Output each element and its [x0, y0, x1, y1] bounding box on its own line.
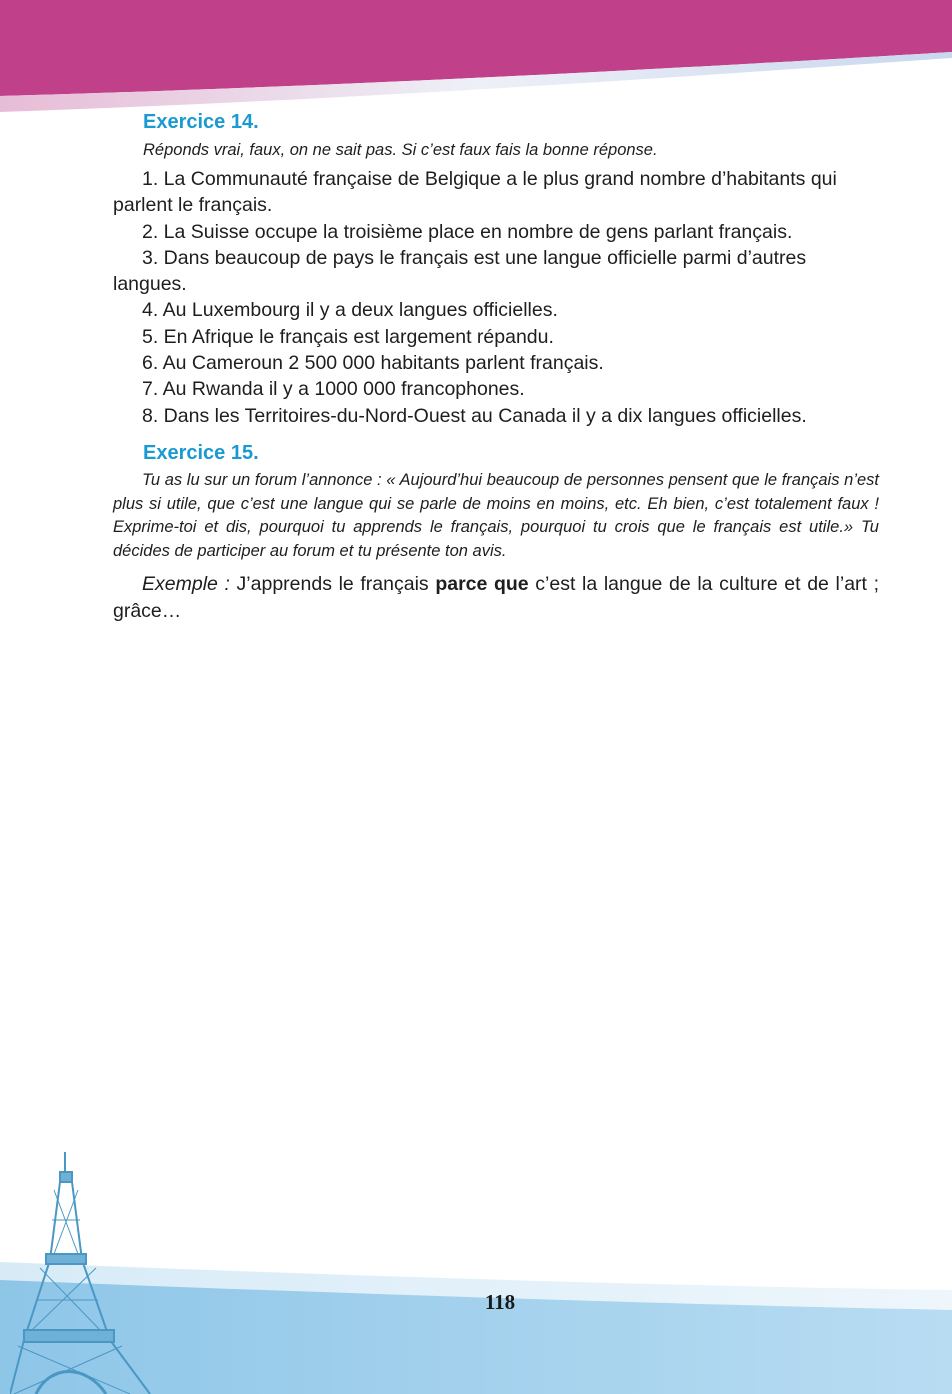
statement-3: 3. Dans beaucoup de pays le français est une langue officielle parmi d’autres langues.: [113, 246, 807, 296]
statement-7: 7. Au Rwanda il y a 1000 000 francophones.: [142, 378, 525, 401]
example-text-start: J’apprends le français: [229, 573, 436, 596]
example-text-end: c’est la langue de la culture et de l’art ; grâce…: [113, 573, 879, 623]
header-band: [0, 0, 952, 120]
statement-8: 8. Dans les Territoires-du-Nord-Ouest au Canada il y a dix langues officielles.: [142, 404, 807, 427]
statement-2: 2. La Suisse occupe la troisième place en nombre de gens parlant français.: [142, 220, 793, 243]
page-content: [113, 108, 879, 625]
exercise-15-example: [113, 571, 879, 625]
exercise-15-instruction: Tu as lu sur un forum l’annonce : « Aujourd’hui beaucoup de personnes pensent que le français n’est plus si utile, que c’est une langue qui se parle de moins en moins, etc. Eh bien, c’est totalement faux ! Exprime-toi et dis, pourquoi tu apprends le français, pourquoi tu crois que le français est utile.» Tu décides de participer au forum et tu présente ton avis.: [113, 470, 879, 560]
statement-4: 4. Au Luxembourg il y a deux langues officielles.: [142, 299, 558, 322]
statement-5: 5. En Afrique le français est largement répandu.: [142, 325, 554, 348]
statement-1: 1. La Communauté française de Belgique a le plus grand nombre d’habitants qui parlent le français.: [113, 168, 837, 217]
page-number: 118: [484, 1290, 516, 1314]
exercise-14-title: Exercice 14.: [143, 111, 259, 133]
exercise-14-instruction: Réponds vrai, faux, on ne sait pas. Si c’est faux fais la bonne réponse.: [143, 141, 658, 159]
exercise-15-title: Exercice 15.: [143, 441, 259, 464]
statement-6: 6. Au Cameroun 2 500 000 habitants parlent français.: [142, 352, 604, 375]
eiffel-tower-illustration: [10, 1150, 160, 1394]
example-bold-phrase: parce que: [435, 573, 529, 596]
example-label: Exemple :: [142, 573, 230, 596]
